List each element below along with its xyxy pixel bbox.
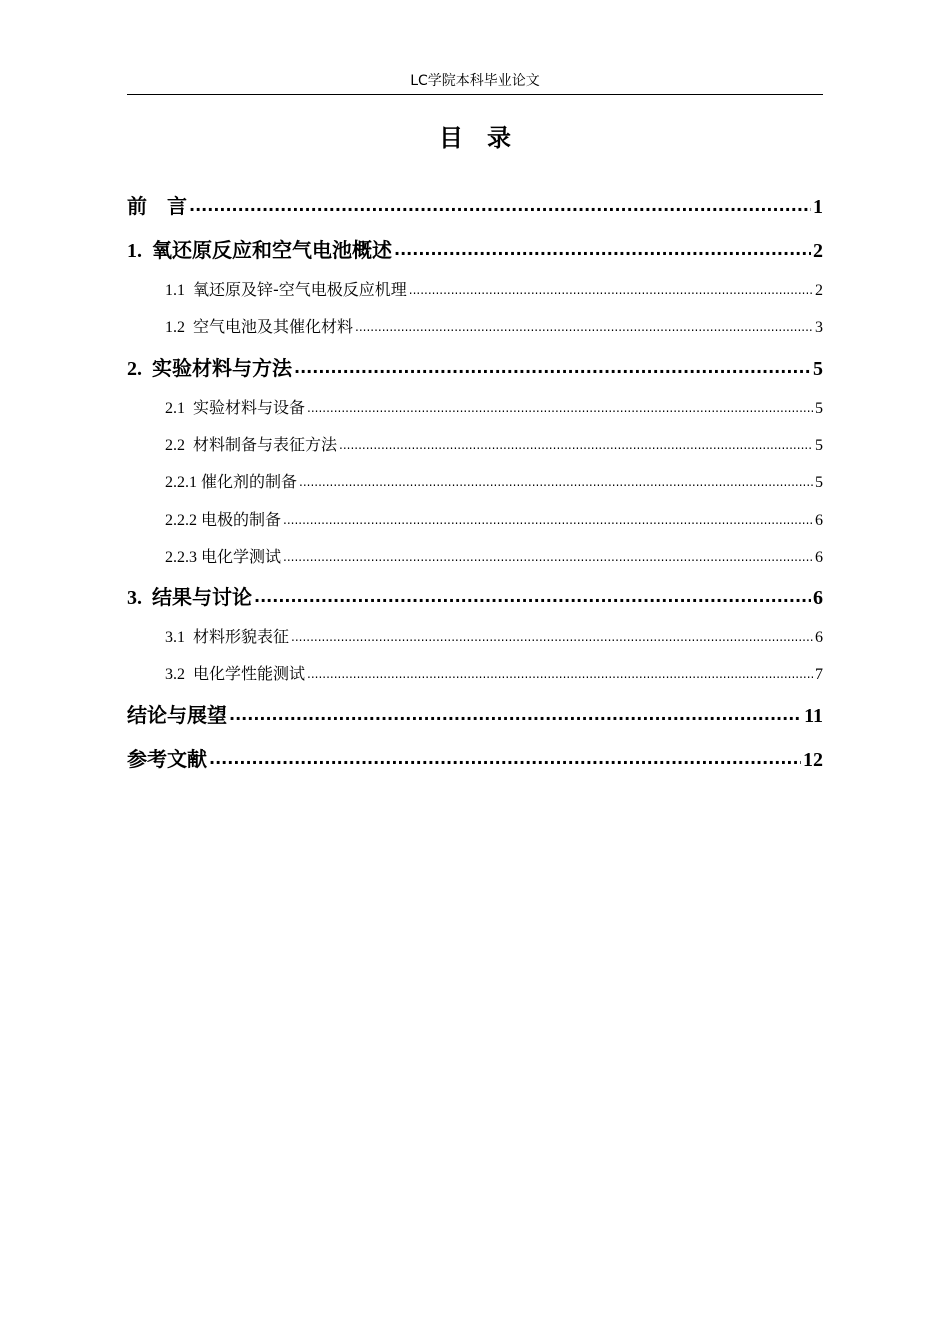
dot-leader — [394, 237, 811, 257]
dot-leader — [299, 471, 813, 487]
dot-leader — [409, 279, 813, 295]
toc-entry-page: 6 — [815, 629, 823, 646]
dot-leader — [307, 397, 813, 413]
toc-entry-section-3-2[interactable] — [165, 661, 823, 684]
toc-entry-label: 参考文献 — [127, 747, 207, 771]
toc-entry-number: 2. — [127, 358, 142, 380]
toc-entry-number: 1.2 — [165, 319, 185, 336]
toc-entry-label: 前 言 — [127, 194, 187, 218]
toc-entry-label: 实验材料与设备 — [193, 398, 306, 417]
toc-entry-section-2-2-3[interactable] — [165, 544, 823, 567]
toc-entry-chapter-1[interactable] — [127, 234, 823, 263]
toc-entry-section-2-2-1[interactable] — [165, 469, 823, 492]
toc-entry-number: 2.2.2 — [165, 512, 197, 529]
toc-entry-chapter-3[interactable] — [127, 581, 823, 610]
dot-leader — [339, 434, 813, 450]
dot-leader — [283, 546, 813, 562]
toc-entry-chapter-2[interactable] — [127, 352, 823, 381]
toc-entry-label: 材料制备与表征方法 — [193, 435, 338, 454]
toc-entry-label: 材料形貌表征 — [193, 627, 290, 646]
toc-entry-label: 电化学测试 — [201, 547, 282, 566]
toc-entry-label: 空气电池及其催化材料 — [193, 317, 354, 336]
running-header-title: LC学院本科毕业论文 — [410, 73, 540, 89]
toc-entry-page: 5 — [815, 400, 823, 417]
toc-entry-number: 1. — [127, 240, 142, 262]
toc-entry-preface[interactable] — [127, 190, 823, 219]
dot-leader — [254, 584, 811, 604]
dot-leader — [189, 193, 811, 213]
toc-entry-number: 3.1 — [165, 629, 185, 646]
dot-leader — [283, 509, 813, 525]
toc-entry-page: 6 — [813, 587, 823, 609]
toc-entry-number: 2.2.3 — [165, 549, 197, 566]
toc-entry-page: 6 — [815, 512, 823, 529]
toc-entry-page: 5 — [813, 358, 823, 380]
toc-entry-page: 7 — [815, 666, 823, 683]
toc-entry-label: 电极的制备 — [201, 510, 282, 529]
toc-entry-number: 2.2 — [165, 437, 185, 454]
toc-entry-label: 电化学性能测试 — [193, 664, 306, 683]
toc-entry-page: 3 — [815, 319, 823, 336]
toc-entry-page: 1 — [813, 196, 823, 218]
toc-entry-page: 6 — [815, 549, 823, 566]
toc-entry-label: 实验材料与方法 — [152, 356, 292, 380]
toc-entry-section-1-2[interactable] — [165, 314, 823, 337]
toc-entry-number: 1.1 — [165, 282, 185, 299]
toc-entry-number: 2.2.1 — [165, 474, 197, 491]
toc-entry-references[interactable] — [127, 743, 823, 772]
toc-entry-label: 催化剂的制备 — [201, 472, 298, 491]
toc-entry-label: 结果与讨论 — [152, 585, 252, 609]
toc-entry-section-2-2-2[interactable] — [165, 507, 823, 530]
toc-entry-conclusion[interactable] — [127, 699, 823, 728]
toc-title: 目 录 — [439, 124, 511, 152]
dot-leader — [355, 316, 813, 332]
toc-entry-page: 5 — [815, 437, 823, 454]
toc-entry-page: 5 — [815, 474, 823, 491]
toc-entry-label: 结论与展望 — [127, 703, 227, 727]
toc-entry-section-2-1[interactable] — [165, 395, 823, 418]
toc-entry-number: 2.1 — [165, 400, 185, 417]
toc-entry-page: 11 — [804, 705, 823, 727]
toc-entry-number: 3.2 — [165, 666, 185, 683]
dot-leader — [229, 702, 802, 722]
dot-leader — [209, 746, 801, 766]
toc-entry-section-3-1[interactable] — [165, 624, 823, 647]
dot-leader — [307, 663, 813, 679]
toc-entry-page: 12 — [803, 749, 823, 771]
toc-entry-label: 氧还原反应和空气电池概述 — [152, 238, 392, 262]
toc-entry-page: 2 — [815, 282, 823, 299]
running-header — [127, 70, 823, 95]
dot-leader — [291, 626, 813, 642]
toc-entry-page: 2 — [813, 240, 823, 262]
toc-entry-section-1-1[interactable] — [165, 277, 823, 300]
toc-entry-label: 氧还原及锌-空气电极反应机理 — [193, 280, 407, 299]
toc-entry-section-2-2[interactable] — [165, 432, 823, 455]
toc-entry-number: 3. — [127, 587, 142, 609]
dot-leader — [294, 355, 811, 375]
